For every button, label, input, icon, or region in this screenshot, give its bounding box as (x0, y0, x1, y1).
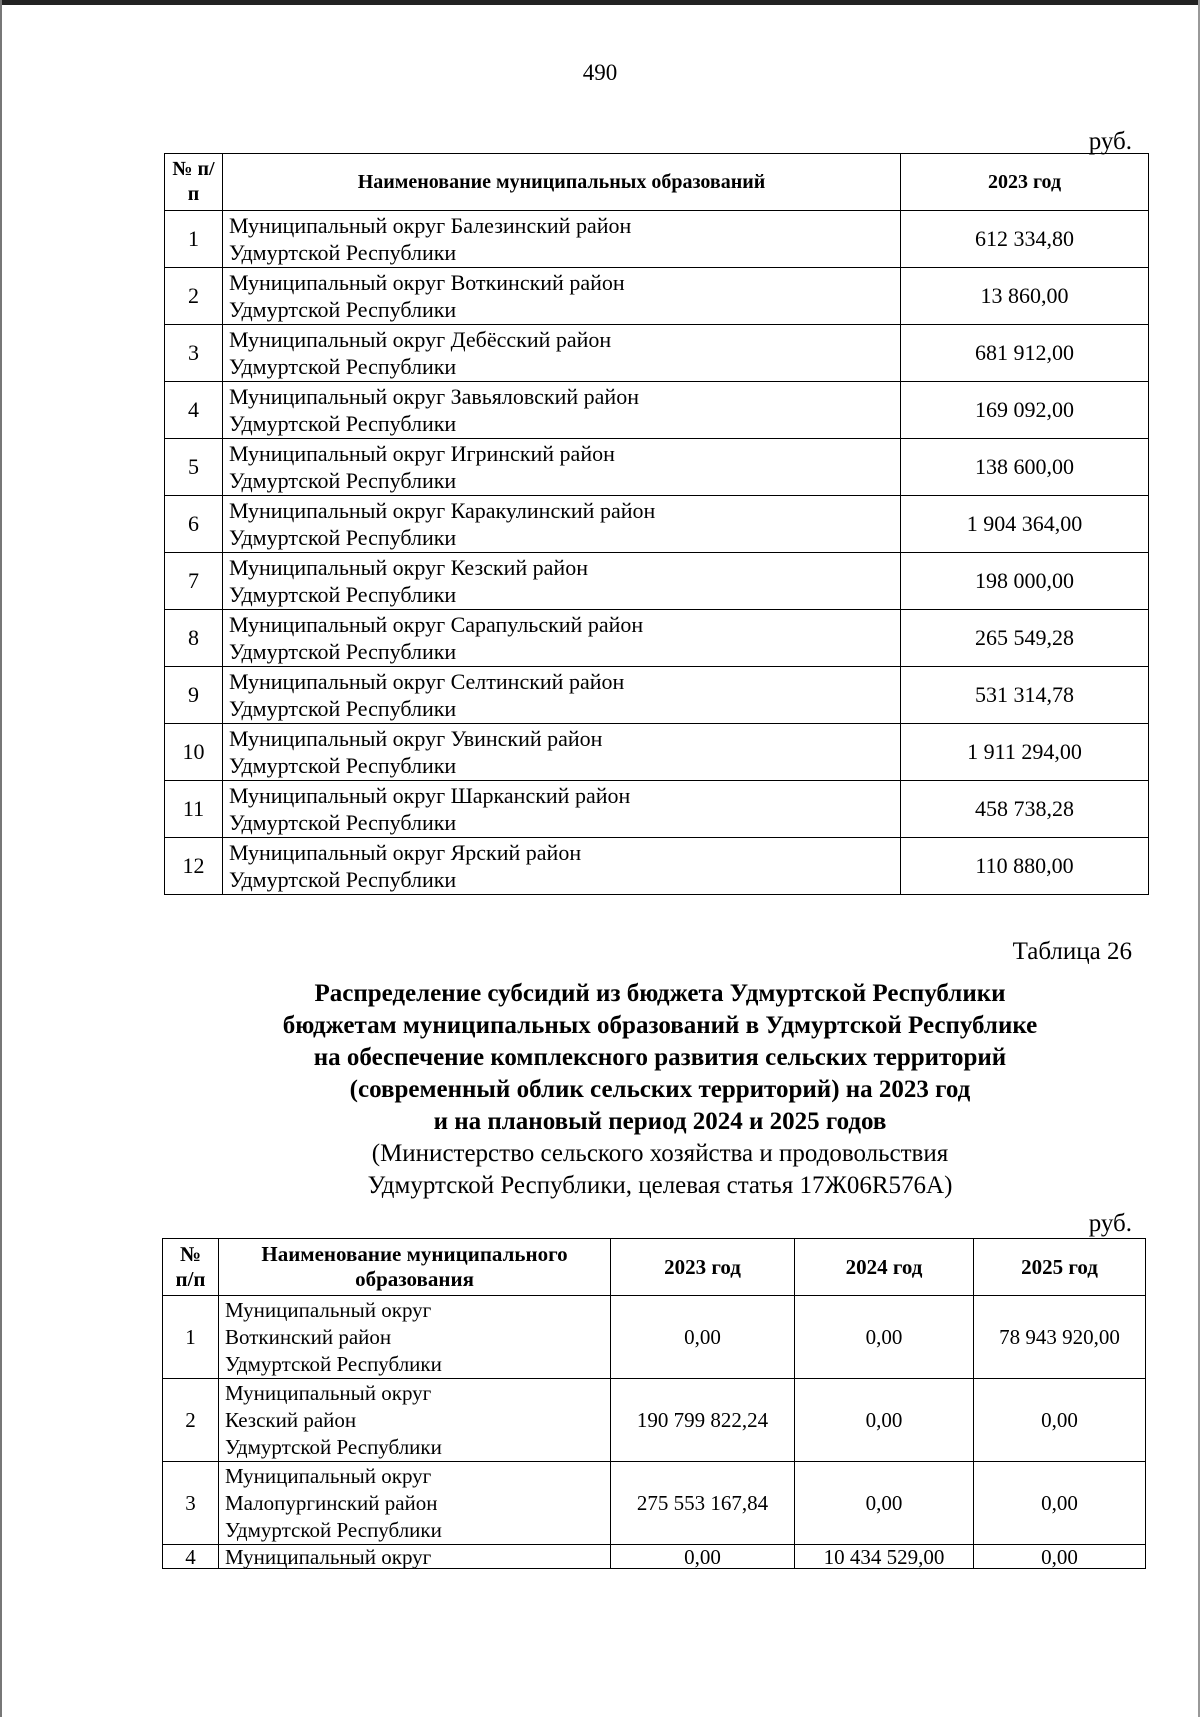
name-line: Воткинский район (225, 1324, 392, 1349)
name-line: Муниципальный округ Дебёсский район (229, 327, 612, 352)
name-line: Удмуртской Республики (229, 525, 457, 550)
name-line: Малопургинский район (225, 1490, 438, 1515)
row-number: 10 (165, 724, 223, 781)
row-number: 3 (165, 325, 223, 382)
amount: 138 600,00 (901, 439, 1149, 496)
amount-2024: 10 434 529,00 (795, 1545, 974, 1569)
page-number: 490 (582, 60, 618, 85)
amount-2024: 0,00 (795, 1462, 974, 1545)
row-number: 9 (165, 667, 223, 724)
name-line: Муниципальный округ Воткинский район (229, 270, 625, 295)
table-row (165, 325, 1149, 382)
amount: 13 860,00 (901, 268, 1149, 325)
caption-title-line: Распределение субсидий из бюджета Удмуртской Республики (314, 980, 1006, 1007)
table-row (165, 610, 1149, 667)
name-line: Муниципальный округ Селтинский район (229, 669, 625, 694)
row-number: 8 (165, 610, 223, 667)
amount-2023: 0,00 (611, 1545, 795, 1569)
caption-subtitle-line: (Министерство сельского хозяйства и продовольствия (371, 1140, 949, 1167)
table-row (165, 724, 1149, 781)
table1-header-name: Наименование муниципальных образований (223, 154, 901, 211)
row-number: 3 (163, 1462, 219, 1545)
table26-header-2024: 2024 год (795, 1239, 974, 1296)
name-line: Муниципальный округ (225, 1380, 432, 1405)
row-number: 7 (165, 553, 223, 610)
name-line: Удмуртской Республики (225, 1351, 442, 1376)
municipality-name (223, 325, 901, 382)
row-number: 2 (163, 1379, 219, 1462)
table26-header-2023: 2023 год (611, 1239, 795, 1296)
name-line: Муниципальный округ (225, 1544, 432, 1569)
name-line: Муниципальный округ Ярский район (229, 840, 582, 865)
row-number: 5 (165, 439, 223, 496)
table-row (165, 268, 1149, 325)
name-line: Удмуртской Республики (229, 354, 457, 379)
name-line: Муниципальный округ (225, 1297, 432, 1322)
municipality-name (223, 724, 901, 781)
row-number: 12 (165, 838, 223, 895)
name-line: Удмуртской Республики (229, 468, 457, 493)
amount: 198 000,00 (901, 553, 1149, 610)
caption-title-line: на обеспечение комплексного развития сельских территорий (313, 1044, 1007, 1071)
subsidy-table-26 (162, 1238, 1146, 1569)
name-line: Удмуртской Республики (229, 810, 457, 835)
caption-title-line: бюджетам муниципальных образований в Удмуртской Республике (282, 1012, 1038, 1039)
name-line: Муниципальный округ (225, 1463, 432, 1488)
municipality-name (219, 1462, 611, 1545)
table-row (163, 1296, 1146, 1379)
amount: 612 334,80 (901, 211, 1149, 268)
name-line: Муниципальный округ Каракулинский район (229, 498, 656, 523)
row-number: 1 (165, 211, 223, 268)
caption-subtitle-line: Удмуртской Республики, целевая статья 17Ж06R576А) (367, 1172, 953, 1199)
table-row (163, 1545, 1146, 1569)
name-line: Удмуртской Республики (229, 411, 457, 436)
municipality-name (223, 211, 901, 268)
amount: 110 880,00 (901, 838, 1149, 895)
table1-unit: руб. (1088, 128, 1132, 155)
municipality-name (219, 1545, 611, 1569)
amount: 531 314,78 (901, 667, 1149, 724)
name-line: Удмуртской Республики (229, 696, 457, 721)
table-row (165, 553, 1149, 610)
amount: 169 092,00 (901, 382, 1149, 439)
allocation-table-2023 (164, 153, 1149, 895)
caption-title-line: и на плановый период 2024 и 2025 годов (433, 1108, 887, 1135)
name-line: Удмуртской Республики (229, 582, 457, 607)
amount-2023: 275 553 167,84 (611, 1462, 795, 1545)
table-26-caption (120, 978, 1200, 1202)
municipality-name (223, 553, 901, 610)
table-row (165, 211, 1149, 268)
name-line: Удмуртской Республики (229, 753, 457, 778)
name-line: Муниципальный округ Кезский район (229, 555, 588, 580)
table-row (165, 667, 1149, 724)
municipality-name (219, 1379, 611, 1462)
table26-unit: руб. (1088, 1210, 1132, 1237)
municipality-name (223, 268, 901, 325)
amount: 1 904 364,00 (901, 496, 1149, 553)
row-number: 4 (165, 382, 223, 439)
amount: 681 912,00 (901, 325, 1149, 382)
table26-header-2025: 2025 год (974, 1239, 1146, 1296)
caption-title-line: (современный облик сельских территорий) на 2023 год (349, 1076, 971, 1103)
amount: 265 549,28 (901, 610, 1149, 667)
name-line: Удмуртской Республики (229, 867, 457, 892)
municipality-name (223, 610, 901, 667)
amount-2025: 0,00 (974, 1462, 1146, 1545)
municipality-name (223, 838, 901, 895)
table-row (165, 781, 1149, 838)
table-26-label: Таблица 26 (1012, 938, 1132, 965)
table-row (163, 1462, 1146, 1545)
amount-2024: 0,00 (795, 1296, 974, 1379)
amount: 458 738,28 (901, 781, 1149, 838)
name-line: Муниципальный округ Шарканский район (229, 783, 631, 808)
row-number: 6 (165, 496, 223, 553)
name-line: Удмуртской Республики (229, 240, 457, 265)
table-row (165, 838, 1149, 895)
table26-header-name: Наименование муниципального образования (219, 1239, 611, 1296)
amount-2024: 0,00 (795, 1379, 974, 1462)
table26-header-num: № п/п (163, 1239, 219, 1296)
amount-2023: 0,00 (611, 1296, 795, 1379)
name-line: Удмуртской Республики (225, 1517, 442, 1542)
row-number: 1 (163, 1296, 219, 1379)
amount-2025: 0,00 (974, 1545, 1146, 1569)
table1-header-row (165, 154, 1149, 211)
name-line: Удмуртской Республики (229, 297, 457, 322)
name-line: Муниципальный округ Сарапульский район (229, 612, 644, 637)
row-number: 4 (163, 1545, 219, 1569)
name-line: Муниципальный округ Игринский район (229, 441, 615, 466)
table-row (163, 1379, 1146, 1462)
amount-2025: 0,00 (974, 1379, 1146, 1462)
name-line: Муниципальный округ Увинский район (229, 726, 603, 751)
scan-left-edge (0, 0, 2, 1717)
table1-header-year: 2023 год (901, 154, 1149, 211)
table26-header-row (163, 1239, 1146, 1296)
name-line: Кезский район (225, 1407, 357, 1432)
name-line: Муниципальный округ Завьяловский район (229, 384, 639, 409)
amount-2023: 190 799 822,24 (611, 1379, 795, 1462)
name-line: Удмуртской Республики (229, 639, 457, 664)
amount-2025: 78 943 920,00 (974, 1296, 1146, 1379)
municipality-name (223, 439, 901, 496)
name-line: Муниципальный округ Балезинский район (229, 213, 632, 238)
table-row (165, 439, 1149, 496)
name-line: Удмуртской Республики (225, 1434, 442, 1459)
table1-header-num: № п/п (165, 154, 223, 211)
municipality-name (223, 781, 901, 838)
municipality-name (223, 382, 901, 439)
row-number: 2 (165, 268, 223, 325)
table-row (165, 496, 1149, 553)
municipality-name (223, 496, 901, 553)
municipality-name (219, 1296, 611, 1379)
table-row (165, 382, 1149, 439)
municipality-name (223, 667, 901, 724)
row-number: 11 (165, 781, 223, 838)
scan-top-edge (0, 0, 1200, 5)
amount: 1 911 294,00 (901, 724, 1149, 781)
